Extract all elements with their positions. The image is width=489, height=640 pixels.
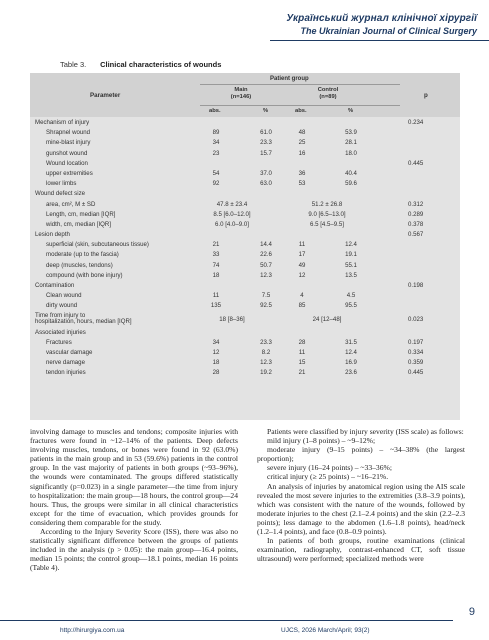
table-row — [30, 118, 460, 128]
cell-p-value: 0.378 — [408, 220, 424, 228]
right-text-column — [257, 427, 465, 563]
cell-control-abs: 11 — [298, 348, 306, 356]
cell-control-pct: 12.4 — [345, 348, 357, 356]
cell-p-value: 0.445 — [408, 159, 424, 167]
paragraph: involving damage to muscles and tendons; composite injuries with fractures were found in ~12–14% of the patients. Deep defects involving muscles, tendons, or bones were found in 92 (63.0%) patients in the main group and in 53 (59.6%) patients in the control group. In the vast majority of patients in both groups (~93–96%), the wounds were contaminated. The groups differed statistically significantly (p=0.023) in a single parameter—the time from injury to hospitalization: the main group—18 hours, the control group—24 hours. Thus, the groups were similar in all clinical characteristics except for the time of evacuation, which provides grounds for considering them comparable for the study. — [30, 427, 238, 527]
cell-p-value: 0.197 — [408, 338, 424, 346]
row-label: Shrapnel wound — [46, 129, 91, 137]
table-row — [30, 291, 460, 301]
cell-control-abs: 11 — [298, 241, 306, 249]
paragraph: An analysis of injuries by anatomical region using the AIS scale revealed the most severe injuries to the extremities (3.8–3.9 points), which was consistent with the nature of the wounds, followed by moderate injuries to the chest (2.1–2.4 points) and the skin (2.2–2.3 points); less damage to the abdomen (1.6–1.8 points), head/neck (1.2–1.4 points), and face (0.8–0.9 points). — [257, 481, 465, 537]
table-row — [30, 149, 460, 159]
table-row — [30, 348, 460, 358]
table-row — [30, 169, 460, 179]
cell-main-abs: 92 — [212, 180, 220, 188]
row-label: moderate (up to the fascia) — [46, 251, 119, 259]
table-row — [30, 301, 460, 311]
cell-control-pct: 13.5 — [345, 271, 357, 279]
row-label: Fractures — [46, 338, 72, 346]
cell-control-pct: 55.1 — [345, 261, 357, 269]
row-label: width, cm, median [IQR] — [46, 220, 112, 228]
cell-p-value: 0.312 — [408, 200, 424, 208]
header-main-label: Main — [234, 87, 248, 93]
row-label: Mechanism of injury — [35, 119, 90, 126]
row-label: nerve damage — [46, 359, 85, 367]
header-divider — [200, 84, 400, 85]
cell-p-value: 0.289 — [408, 210, 424, 218]
table-row — [30, 200, 460, 210]
cell-main-abs: 34 — [212, 139, 220, 147]
row-label: dirty wound — [46, 302, 78, 310]
row-label: Contamination — [35, 282, 75, 289]
header-control-pct: % — [348, 108, 354, 114]
table-row — [30, 138, 460, 148]
cell-main-abs: 23 — [212, 149, 220, 157]
table-row — [30, 179, 460, 189]
header-control-n: (n=89) — [319, 94, 337, 100]
cell-control-abs: 4 — [300, 292, 304, 300]
row-label-line1: Time from injury to — [35, 311, 86, 319]
cell-main-pct: 14.4 — [260, 241, 272, 249]
row-label: Wound defect size — [35, 190, 86, 198]
header-subdivider — [200, 105, 400, 106]
cell-control-pct: 59.6 — [345, 180, 357, 188]
cell-main-abs: 34 — [212, 338, 220, 346]
cell-control-abs: 53 — [298, 180, 306, 188]
table-row — [30, 159, 460, 169]
row-label: compound (with bone injury) — [46, 271, 123, 279]
table-row — [30, 281, 460, 291]
row-label: Wound location — [46, 159, 88, 167]
cell-main-pct: 8.2 — [261, 348, 271, 356]
cell-control-pct: 28.1 — [345, 139, 357, 147]
row-label: Associated injuries — [35, 328, 86, 336]
cell-p-value: 0.445 — [408, 369, 424, 377]
table-header — [30, 73, 460, 117]
cell-main-abs: 54 — [212, 169, 220, 177]
paragraph: critical injury (≥ 25 points) – ~16–21%. — [267, 472, 389, 482]
cell-control-pct: 12.4 — [345, 241, 357, 249]
cell-main-abs: 18 — [212, 271, 220, 279]
cell-main-value: 6.0 [4.0–9.0] — [215, 220, 249, 228]
row-label — [35, 313, 132, 327]
paragraph: In patients of both groups, routine examinations (clinical examination, radiography, contrast-enhanced CT, soft tissue ultrasound) were performed; specialized methods were — [257, 536, 465, 564]
cell-main-pct: 12.3 — [260, 271, 272, 279]
left-text-column — [30, 427, 238, 573]
cell-main-value: 18 [8–36] — [219, 315, 245, 323]
cell-main-abs: 33 — [212, 251, 220, 259]
header-main — [226, 87, 256, 101]
footer-rule — [0, 620, 453, 621]
row-label: lower limbs — [46, 180, 77, 188]
cell-control-pct: 95.5 — [345, 302, 357, 310]
cell-control-value: 51.2 ± 26.8 — [311, 200, 343, 208]
cell-control-abs: 17 — [298, 251, 306, 259]
cell-control-value: 9.0 [6.5–13.0] — [308, 210, 346, 218]
table-row — [30, 358, 460, 368]
cell-main-abs: 28 — [212, 369, 220, 377]
table-body — [30, 118, 460, 379]
paragraph: severe injury (16–24 points) – ~33–36%; — [267, 463, 392, 473]
header-parameter: Parameter — [90, 92, 121, 99]
cell-control-pct: 23.6 — [345, 369, 357, 377]
cell-control-pct: 31.5 — [345, 338, 357, 346]
page-number: 9 — [468, 606, 475, 618]
table-row — [30, 240, 460, 250]
cell-main-abs: 12 — [212, 348, 220, 356]
cell-p-value: 0.359 — [408, 359, 424, 367]
table-row — [30, 210, 460, 220]
cell-control-abs: 16 — [298, 149, 306, 157]
table-row — [30, 220, 460, 230]
header-control-label: Control — [317, 87, 339, 93]
cell-main-pct: 92.5 — [260, 302, 272, 310]
cell-main-value: 47.8 ± 23.4 — [216, 200, 248, 208]
table-row — [30, 250, 460, 260]
cell-main-pct: 19.2 — [260, 369, 272, 377]
header-main-abs: abs. — [209, 108, 221, 114]
footer-citation: UJCS, 2026 March/April; 93(2) — [281, 627, 370, 634]
table-row — [30, 128, 460, 138]
cell-main-abs: 74 — [212, 261, 220, 269]
row-label: Length, cm, median [IQR] — [46, 210, 116, 218]
header-control-abs: abs. — [295, 108, 307, 114]
table-row — [30, 338, 460, 348]
cell-control-abs: 12 — [298, 271, 306, 279]
cell-control-abs: 85 — [298, 302, 306, 310]
journal-title-en: The Ukrainian Journal of Clinical Surgery — [300, 26, 477, 36]
cell-p-value: 0.567 — [408, 231, 424, 239]
table-row — [30, 368, 460, 378]
paragraph: According to the Injury Severity Score (ISS), there was also no statistically significant difference between the groups of patients included in the analysis (p > 0.05): the main group—16.4 points, median 15 points; the control group—18.1 points, median 16 points (Table 4). — [30, 527, 238, 573]
row-label: gunshot wound — [46, 149, 88, 157]
cell-control-value: 6.5 [4.5–9.5] — [310, 220, 344, 228]
cell-main-abs: 135 — [210, 302, 222, 310]
table-caption — [60, 60, 221, 69]
row-label: Clean wound — [46, 292, 82, 300]
row-label: mine-blast injury — [46, 139, 91, 147]
cell-main-pct: 15.7 — [260, 149, 272, 157]
table-row — [30, 328, 460, 338]
row-label: upper extremities — [46, 169, 93, 177]
row-label-line2: hospitalization, hours, median [IQR] — [35, 318, 132, 326]
cell-control-abs: 21 — [298, 369, 306, 377]
cell-control-pct: 16.9 — [345, 359, 357, 367]
cell-main-pct: 23.3 — [260, 338, 272, 346]
cell-main-abs: 89 — [212, 129, 220, 137]
cell-main-pct: 7.5 — [261, 292, 271, 300]
table-row — [30, 312, 460, 328]
header-patient-group: Patient group — [270, 76, 309, 82]
table-number: Table 3. — [60, 60, 87, 69]
cell-main-pct: 22.6 — [260, 251, 272, 259]
row-label: vascular damage — [46, 348, 93, 356]
journal-title-ua: Український журнал клінічної хірургії — [286, 13, 477, 24]
cell-control-abs: 49 — [298, 261, 306, 269]
header-main-n: (n=146) — [230, 94, 252, 100]
cell-control-pct: 19.1 — [345, 251, 357, 259]
cell-p-value: 0.334 — [408, 348, 424, 356]
cell-main-value: 8.5 [6.0–12.0] — [213, 210, 251, 218]
row-label: Lesion depth — [35, 231, 70, 239]
cell-control-abs: 36 — [298, 169, 306, 177]
cell-control-pct: 4.5 — [346, 292, 356, 300]
cell-control-abs: 28 — [298, 338, 306, 346]
cell-control-pct: 40.4 — [345, 169, 357, 177]
cell-control-abs: 48 — [298, 129, 306, 137]
row-label: deep (muscles, tendons) — [46, 261, 113, 269]
table-row — [30, 230, 460, 240]
cell-main-pct: 12.3 — [260, 359, 272, 367]
header-control — [313, 87, 343, 101]
cell-main-pct: 50.7 — [260, 261, 272, 269]
cell-p-value: 0.023 — [408, 315, 424, 323]
table-row — [30, 261, 460, 271]
row-label: superficial (skin, subcutaneous tissue) — [46, 241, 149, 249]
paragraph: moderate injury (9–15 points) – ~34–38% (the largest proportion); — [257, 445, 465, 464]
header-main-pct: % — [263, 108, 269, 114]
row-label: area, cm², M ± SD — [46, 200, 96, 208]
cell-control-value: 24 [12–48] — [312, 315, 342, 323]
cell-control-pct: 53.9 — [345, 129, 357, 137]
cell-p-value: 0.234 — [408, 119, 424, 126]
cell-control-pct: 18.0 — [345, 149, 357, 157]
cell-main-pct: 61.0 — [260, 129, 272, 137]
cell-main-abs: 11 — [212, 292, 220, 300]
footer-url[interactable]: http://hirurgiya.com.ua — [60, 627, 125, 634]
paragraph: mild injury (1–8 points) – ~9–12%; — [267, 436, 376, 446]
header-p: p — [424, 92, 428, 99]
table-row — [30, 271, 460, 281]
cell-control-abs: 25 — [298, 139, 306, 147]
cell-main-pct: 63.0 — [260, 180, 272, 188]
journal-header — [0, 0, 489, 50]
cell-main-abs: 21 — [212, 241, 220, 249]
clinical-characteristics-table — [30, 73, 460, 420]
cell-control-abs: 15 — [298, 359, 306, 367]
table-title: Clinical characteristics of wounds — [100, 60, 222, 69]
header-rule — [270, 40, 489, 41]
row-label: tendon injuries — [46, 369, 86, 377]
paragraph: Patients were classified by injury severity (ISS scale) as follows: — [267, 427, 464, 436]
cell-p-value: 0.198 — [408, 282, 424, 289]
cell-main-pct: 23.3 — [260, 139, 272, 147]
table-row — [30, 189, 460, 199]
cell-main-abs: 18 — [212, 359, 220, 367]
cell-main-pct: 37.0 — [260, 169, 272, 177]
